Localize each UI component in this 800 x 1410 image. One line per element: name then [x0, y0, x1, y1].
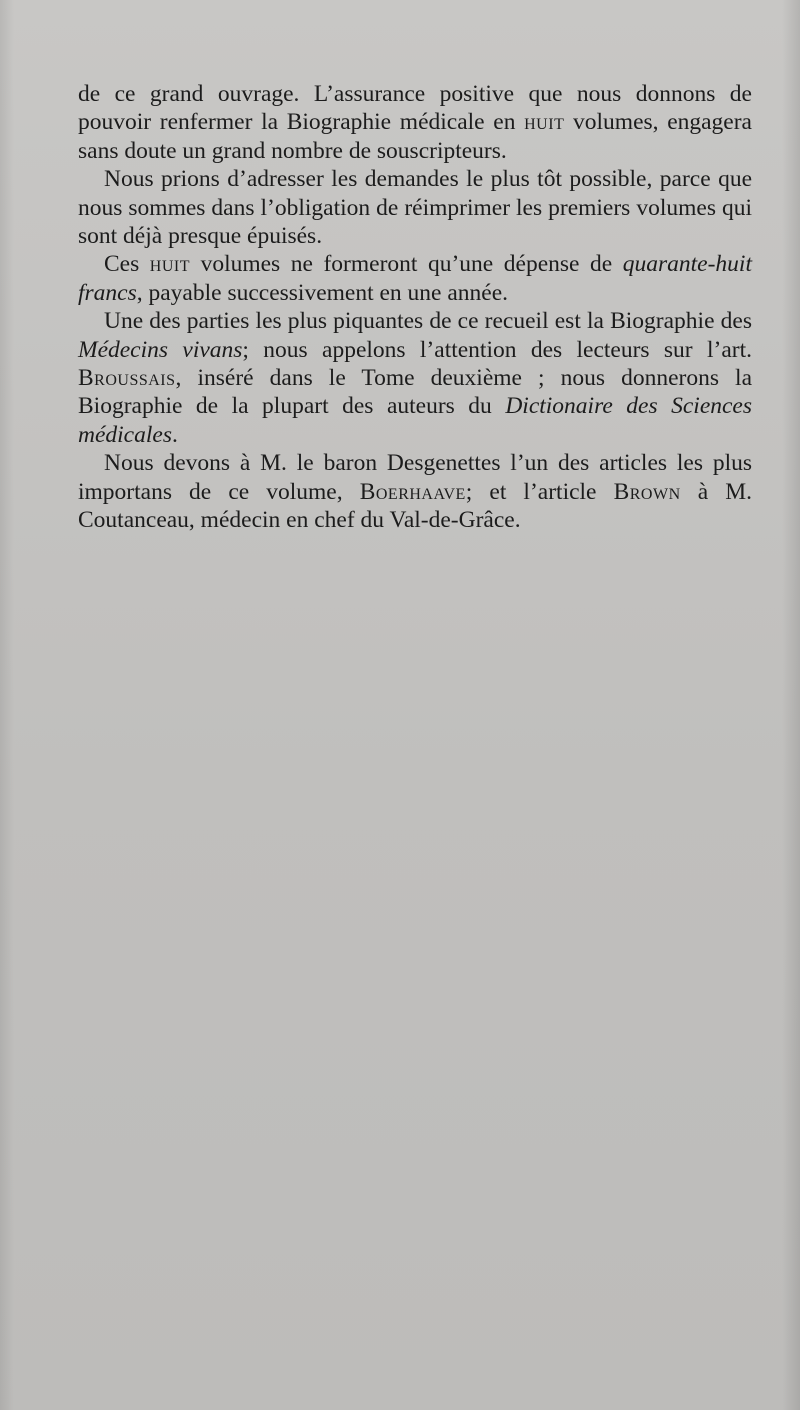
paragraph-1: de ce grand ouvrage. L’assurance positive que nous donnons de pouvoir renfermer la Biographie médicale en huit volumes, engagera sans doute un grand nombre de souscripteurs.: [78, 81, 752, 164]
page-gutter-shadow: [0, 0, 14, 1410]
small-caps-word: Brown: [613, 478, 681, 505]
paragraph-4: Une des parties les plus piquantes de ce recueil est la Biographie des Médecins vivans; nous appelons l’attention des lecteurs sur l’art. Broussais, inséré dans le Tome deuxième ; nous donnerons la Biographie de la plupart des auteurs du Dictionaire des Sciences médicales.: [78, 308, 753, 448]
body-text: [78, 80, 752, 535]
small-caps-word: huit: [149, 251, 191, 278]
italic-phrase: Médecins vivans: [78, 336, 243, 363]
small-caps-word: huit: [524, 109, 565, 136]
italic-phrase: Dictionaire des Sciences médicales: [78, 393, 753, 448]
small-caps-word: Boerhaave: [359, 478, 466, 505]
paragraph-5: Nous devons à M. le baron Desgenettes l’un des articles les plus importans de ce volume, Boerhaave; et l’article Brown à M. Coutanceau, médecin en chef du Val-de-Grâce.: [78, 450, 752, 534]
page-edge-shadow: [782, 0, 800, 1410]
italic-phrase: quarante-huit francs: [78, 251, 752, 306]
small-caps-word: Broussais: [78, 365, 176, 392]
paragraph-2: Nous prions d’adresser les demandes le plus tôt possible, parce que nous sommes dans l’obligation de réimprimer les premiers volumes qui sont déjà presque épuisés.: [78, 166, 752, 250]
paragraph-3: Ces huit volumes ne formeront qu’une dépense de quarante-huit francs, payable successivement en une année.: [78, 251, 752, 306]
